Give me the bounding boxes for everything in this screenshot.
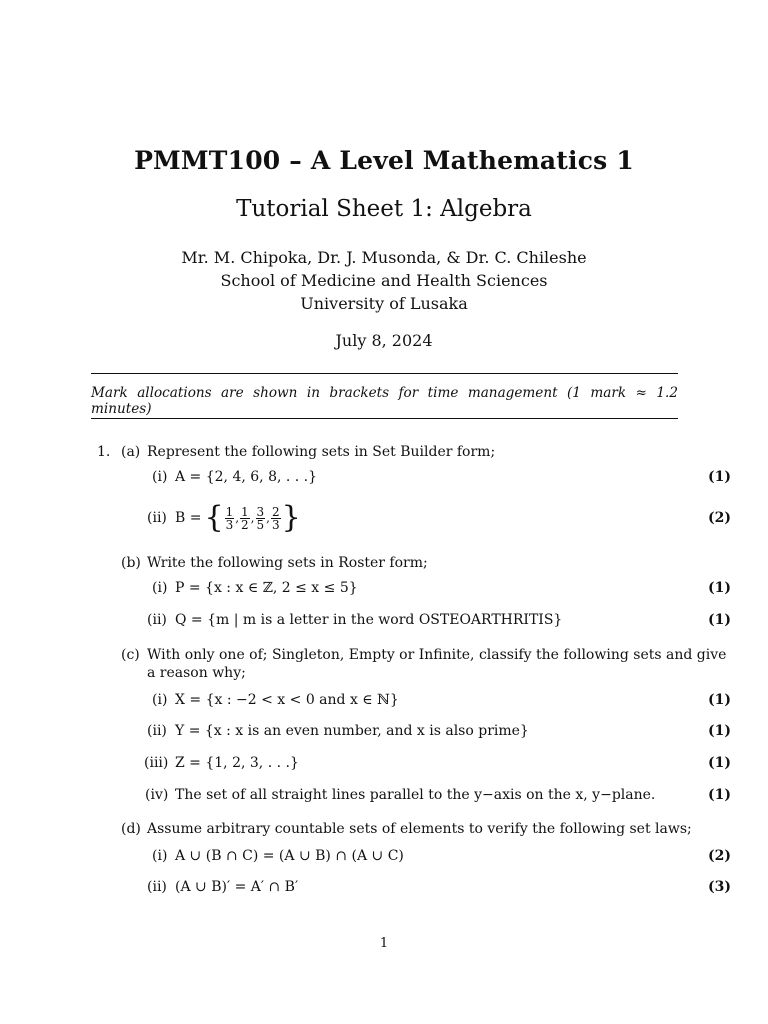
right-brace: } <box>281 500 301 535</box>
left-brace: { <box>204 500 224 535</box>
item-label: (ii) <box>147 879 167 895</box>
item-label: (i) <box>152 848 168 864</box>
question-number: 1. <box>97 444 111 460</box>
item-label: (i) <box>152 580 168 596</box>
top-rule <box>91 373 678 374</box>
part-b-text: Write the following sets in Roster form; <box>147 555 428 571</box>
authors: Mr. M. Chipoka, Dr. J. Musonda, & Dr. C. Chileshe <box>181 248 587 267</box>
part-c-text-line2: a reason why; <box>147 665 246 681</box>
bottom-rule <box>91 418 678 419</box>
part-a-text: Represent the following sets in Set Builder form; <box>147 444 496 460</box>
item-label: (iii) <box>144 755 169 771</box>
marks: (2) <box>708 848 731 864</box>
marks: (2) <box>708 510 731 526</box>
marks: (1) <box>708 755 731 771</box>
marks: (1) <box>708 612 731 628</box>
fraction: $\frac{1}{2}$ <box>241 504 249 532</box>
page-number: 1 <box>379 936 389 951</box>
document-title: PMMT100 – A Level Mathematics 1 <box>134 146 634 175</box>
part-d-label: (d) <box>121 821 141 837</box>
distributive-law: A ∪ (B ∩ C) = (A ∪ B) ∩ (A ∪ C) <box>175 848 404 864</box>
document-date: July 8, 2024 <box>335 331 433 350</box>
set-q-expression: Q = {m | m is a letter in the word OSTEOARTHRITIS} <box>175 612 563 628</box>
set-b-prefix: B = <box>175 510 202 526</box>
part-a-label: (a) <box>121 444 141 460</box>
item-label: (i) <box>152 692 168 708</box>
marks: (1) <box>708 692 731 708</box>
marks: (1) <box>708 787 731 803</box>
marks: (1) <box>708 580 731 596</box>
part-d-text: Assume arbitrary countable sets of elements to verify the following set laws; <box>147 821 692 837</box>
set-x-expression: X = {x : −2 < x < 0 and x ∈ ℕ} <box>175 692 399 708</box>
item-label: (iv) <box>145 787 169 803</box>
part-b-label: (b) <box>121 555 141 571</box>
set-p-expression: P = {x : x ∈ ℤ, 2 ≤ x ≤ 5} <box>175 580 358 596</box>
fraction: $\frac{1}{3}$ <box>225 504 234 532</box>
set-b-expression: B = { $\frac{1}{3}$ , $\frac{1}{2}$ , $\frac{3}{5}$ , $\frac{2}{3}$ } <box>175 500 301 535</box>
item-label: (ii) <box>147 510 167 526</box>
marks: (1) <box>708 469 731 485</box>
set-z-expression: Z = {1, 2, 3, . . .} <box>175 755 299 771</box>
straight-lines-set: The set of all straight lines parallel to the y−axis on the x, y−plane. <box>175 787 656 803</box>
marks: (3) <box>708 879 731 895</box>
de-morgan-law: (A ∪ B)′ = A′ ∩ B′ <box>175 879 299 895</box>
item-label: (i) <box>152 469 168 485</box>
part-c-text-line1: With only one of; Singleton, Empty or Infinite, classify the following sets and give <box>147 647 727 663</box>
mark-allocation-note: Mark allocations are shown in brackets for time management (1 mark ≈ 1.2 minutes) <box>91 385 678 417</box>
school: School of Medicine and Health Sciences <box>220 271 548 290</box>
fraction: $\frac{3}{5}$ <box>256 504 265 532</box>
set-y-expression: Y = {x : x is an even number, and x is also prime} <box>175 723 529 739</box>
document-subtitle: Tutorial Sheet 1: Algebra <box>236 196 532 222</box>
item-label: (ii) <box>147 723 167 739</box>
set-a-expression: A = {2, 4, 6, 8, . . .} <box>175 469 318 485</box>
part-c-label: (c) <box>121 647 140 663</box>
item-label: (ii) <box>147 612 167 628</box>
fraction: $\frac{2}{3}$ <box>271 504 280 532</box>
marks: (1) <box>708 723 731 739</box>
university: University of Lusaka <box>300 294 468 313</box>
